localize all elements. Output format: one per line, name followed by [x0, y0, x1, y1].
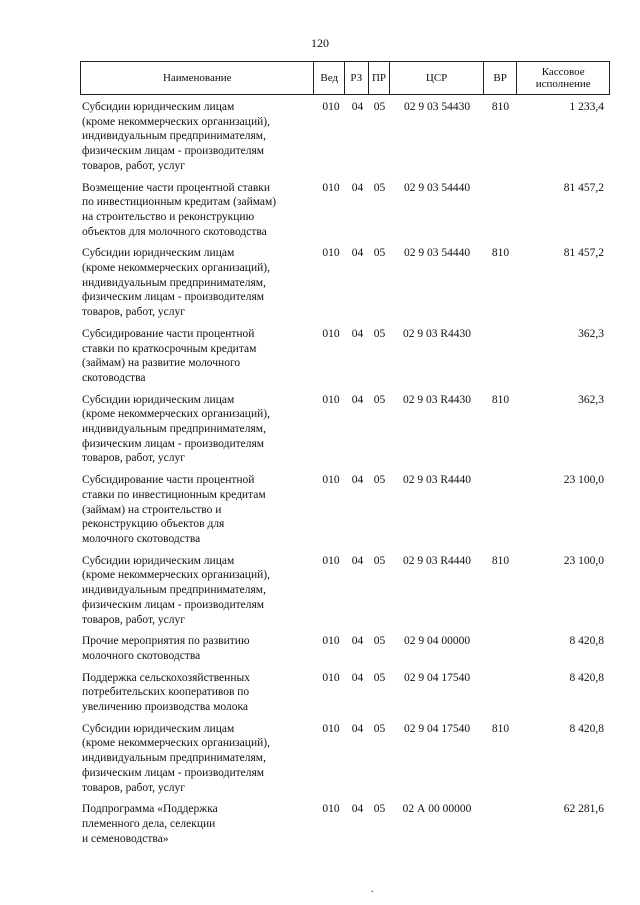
row-name-line: (кроме некоммерческих организаций),	[82, 737, 270, 750]
row-name-line: Прочие мероприятия по развитию	[82, 635, 250, 648]
row-name-line: индивидуальным предпринимателям,	[82, 130, 266, 143]
row-name	[80, 634, 316, 663]
row-name	[80, 554, 316, 628]
row-name-line: Субсидии юридическим лицам	[82, 722, 235, 735]
row-ved: 010	[322, 181, 340, 194]
row-sum: 1 233,4	[569, 101, 604, 113]
row-name	[80, 722, 316, 796]
header-rz: РЗ	[345, 62, 369, 94]
row-name-line: индивидуальным предпринимателям,	[82, 752, 266, 765]
row-vr	[484, 634, 517, 663]
row-name-line: индивидуальным предпринимателям,	[82, 584, 266, 597]
table-row	[80, 181, 610, 240]
row-sum: 362,3	[578, 393, 604, 406]
table-row	[80, 634, 610, 663]
row-csr: 02 9 03 54430	[403, 101, 471, 113]
row-ved: 010	[322, 393, 340, 406]
row-sum: 8 420,8	[569, 635, 604, 648]
row-ved: 010	[322, 101, 340, 113]
row-name-line: потребительских кооперативов по	[82, 686, 250, 699]
row-name	[80, 246, 316, 320]
row-name	[80, 100, 316, 174]
row-pr: 05	[373, 181, 386, 194]
row-ved: 010	[322, 247, 340, 260]
table-row	[80, 722, 610, 796]
row-pr: 05	[373, 671, 386, 684]
header-vr: ВР	[484, 62, 518, 94]
row-vr	[484, 671, 517, 715]
row-ved: 010	[322, 722, 340, 735]
row-csr: 02 9 03 R4440	[402, 554, 472, 567]
row-name-line: товаров, работ, услуг	[82, 306, 185, 319]
row-rz: 04	[351, 101, 364, 113]
row-rz: 04	[351, 635, 364, 648]
row-name-line: физическим лицам - производителям	[82, 598, 265, 611]
row-name-line: племенного дела, селекции	[82, 817, 216, 830]
row-name-line: Поддержка сельскохозяйственных	[82, 671, 250, 684]
row-pr: 05	[373, 393, 386, 406]
row-name-line: индивидуальным предпринимателям,	[82, 423, 266, 436]
row-name	[80, 802, 316, 846]
row-pr: 05	[373, 803, 386, 816]
row-name-line: объектов для молочного скотоводства	[82, 225, 267, 238]
row-sum: 8 420,8	[569, 722, 604, 735]
row-name	[80, 671, 316, 715]
footer-mark: .	[371, 884, 374, 895]
row-pr: 05	[373, 327, 386, 340]
row-rz: 04	[351, 393, 364, 406]
row-name-line: (кроме некоммерческих организаций),	[82, 262, 270, 275]
row-vr	[484, 181, 517, 240]
row-pr: 05	[373, 474, 386, 487]
row-csr: 02 9 03 R4430	[402, 393, 472, 406]
table-row	[80, 554, 610, 628]
row-sum: 23 100,0	[563, 554, 604, 567]
row-name	[80, 181, 316, 240]
row-name-line: (кроме некоммерческих организаций),	[82, 115, 270, 128]
table-row	[80, 393, 610, 467]
row-sum: 362,3	[578, 327, 604, 340]
table-row	[80, 802, 610, 846]
row-sum: 81 457,2	[563, 181, 604, 194]
row-sum: 23 100,0	[563, 474, 604, 487]
row-rz: 04	[351, 247, 364, 260]
row-name-line: на строительство и реконструкцию	[82, 210, 255, 223]
row-csr: 02 9 03 54440	[403, 247, 471, 260]
row-name-line: увеличению производства молока	[82, 701, 249, 714]
row-name-line: молочного скотоводства	[82, 532, 201, 545]
row-name-line: реконструкцию объектов для	[82, 518, 225, 531]
row-name-line: Субсидии юридическим лицам	[82, 247, 235, 260]
row-ved: 010	[322, 803, 340, 816]
row-rz: 04	[351, 803, 364, 816]
header-name: Наименование	[81, 62, 314, 94]
row-name-line: Субсидирование части процентной	[82, 474, 255, 487]
row-ved: 010	[322, 635, 340, 648]
row-name	[80, 327, 316, 386]
row-vr	[484, 473, 517, 547]
row-name-line: Субсидии юридическим лицам	[82, 393, 235, 406]
row-ved: 010	[322, 327, 340, 340]
row-rz: 04	[351, 671, 364, 684]
row-ved: 010	[322, 554, 340, 567]
row-rz: 04	[351, 181, 364, 194]
row-ved: 010	[322, 671, 340, 684]
row-name-line: товаров, работ, услуг	[82, 613, 185, 626]
row-sum: 81 457,2	[563, 247, 604, 260]
row-csr: 02 9 04 00000	[403, 635, 471, 648]
row-pr: 05	[373, 722, 386, 735]
row-vr	[484, 802, 517, 846]
table-row	[80, 246, 610, 320]
row-pr: 05	[373, 635, 386, 648]
row-vr: 810	[491, 393, 510, 406]
row-name-line: ставки по инвестиционным кредитам	[82, 488, 266, 501]
row-name-line: Субсидирование части процентной	[82, 327, 255, 340]
row-vr: 810	[491, 101, 510, 113]
row-name-line: скотоводства	[82, 371, 146, 384]
row-name-line: (займам) на строительство и	[82, 503, 222, 516]
row-name-line: Субсидии юридическим лицам	[82, 101, 235, 113]
row-vr: 810	[491, 554, 510, 567]
row-csr: 02 9 03 R4430	[402, 327, 472, 340]
row-csr: 02 9 04 17540	[403, 671, 471, 684]
page-number: 120	[311, 36, 329, 50]
row-rz: 04	[351, 722, 364, 735]
row-name	[80, 393, 316, 467]
table-row	[80, 327, 610, 386]
row-vr	[484, 327, 517, 386]
header-csr: ЦСР	[390, 62, 484, 94]
header-pr: ПР	[369, 62, 391, 94]
row-name-line: физическим лицам - производителям	[82, 437, 265, 450]
row-name	[80, 473, 316, 547]
row-name-line: Субсидии юридическим лицам	[82, 554, 235, 567]
row-name-line: физическим лицам - производителям	[82, 291, 265, 304]
row-name-line: Подпрограмма «Поддержка	[82, 803, 218, 816]
row-rz: 04	[351, 474, 364, 487]
header-ved: Вед	[314, 62, 345, 94]
table-row	[80, 100, 610, 174]
row-sum: 8 420,8	[569, 671, 604, 684]
header-sum: Кассовое исполнение	[535, 66, 591, 90]
row-name-line: (займам) на развитие молочного	[82, 357, 241, 370]
row-pr: 05	[373, 101, 386, 113]
row-name-line: индивидуальным предпринимателям,	[82, 276, 266, 289]
row-csr: 02 9 03 54440	[403, 181, 471, 194]
row-csr: 02 9 03 R4440	[402, 474, 472, 487]
row-name-line: (кроме некоммерческих организаций),	[82, 569, 270, 582]
row-name-line: Возмещение части процентной ставки	[82, 181, 271, 194]
row-name-line: молочного скотоводства	[82, 649, 201, 662]
row-rz: 04	[351, 327, 364, 340]
row-name-line: физическим лицам - производителям	[82, 766, 265, 779]
row-name-line: по инвестиционным кредитам (займам)	[82, 196, 277, 209]
row-name-line: физическим лицам - производителям	[82, 145, 265, 158]
row-csr: 02 9 04 17540	[403, 722, 471, 735]
table-header	[80, 61, 610, 95]
row-csr: 02 А 00 00000	[402, 803, 472, 816]
table-row	[80, 473, 610, 547]
row-name-line: и семеноводства»	[82, 832, 169, 845]
row-name-line: ставки по краткосрочным кредитам	[82, 342, 257, 355]
table-row	[80, 671, 610, 715]
row-pr: 05	[373, 554, 386, 567]
budget-table	[80, 61, 610, 853]
table-body	[80, 100, 610, 846]
row-name-line: товаров, работ, услуг	[82, 452, 185, 465]
row-vr: 810	[491, 722, 510, 735]
row-vr: 810	[491, 247, 510, 260]
row-sum: 62 281,6	[563, 803, 604, 816]
row-pr: 05	[373, 247, 386, 260]
row-rz: 04	[351, 554, 364, 567]
row-name-line: (кроме некоммерческих организаций),	[82, 408, 270, 421]
row-ved: 010	[322, 474, 340, 487]
row-name-line: товаров, работ, услуг	[82, 781, 185, 794]
row-name-line: товаров, работ, услуг	[82, 159, 185, 172]
